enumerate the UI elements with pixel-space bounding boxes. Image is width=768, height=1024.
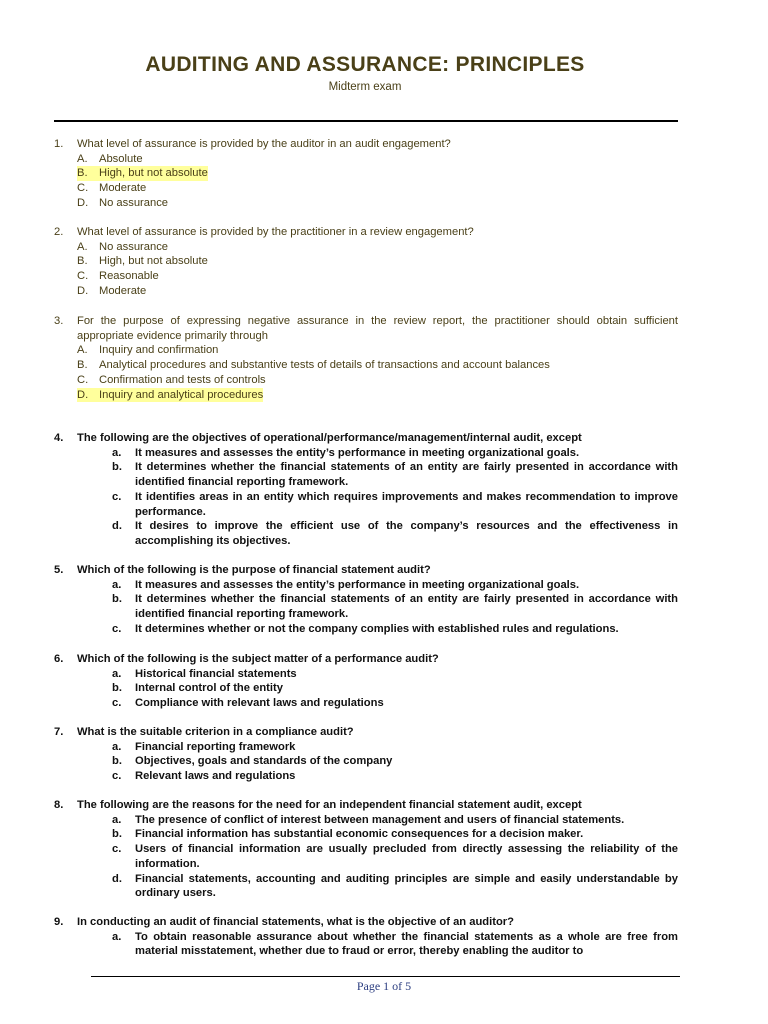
option-letter: A.	[77, 152, 88, 165]
answer-body	[77, 196, 678, 211]
option-letter: a.	[112, 813, 122, 826]
option-letter: a.	[112, 740, 122, 753]
answer-option	[54, 240, 678, 255]
option-text: Absolute	[99, 152, 143, 165]
option-text: Objectives, goals and standards of the company	[135, 755, 393, 768]
option-text: High, but not absolute	[99, 167, 208, 180]
answer-body	[77, 152, 678, 167]
option-letter: a.	[112, 667, 122, 680]
page-number: Page 1 of 5	[356, 979, 412, 993]
answer-option	[54, 254, 678, 269]
answer-body	[112, 667, 678, 682]
answer-option	[54, 592, 678, 621]
option-letter: c.	[112, 622, 122, 635]
option-letter: b.	[112, 593, 122, 606]
question-2	[54, 225, 678, 299]
answer-option	[54, 343, 678, 358]
answer-options	[54, 930, 678, 959]
answer-options	[54, 813, 678, 901]
option-letter: D.	[77, 284, 89, 297]
answer-option	[54, 667, 678, 682]
answer-option	[54, 269, 678, 284]
answer-body	[112, 872, 678, 901]
option-text: Historical financial statements	[135, 667, 297, 680]
question-stem	[54, 652, 678, 667]
answer-option	[54, 373, 678, 388]
answer-body	[77, 358, 678, 373]
option-text: Financial reporting framework	[135, 740, 296, 753]
footer-divider	[91, 976, 680, 977]
option-letter: d.	[112, 872, 122, 885]
question-8	[54, 798, 678, 901]
answer-options	[54, 152, 678, 211]
option-text: Confirmation and tests of controls	[99, 373, 266, 386]
option-letter: b.	[112, 755, 122, 768]
option-text: The presence of conflict of interest between management and users of financial statements.	[135, 813, 625, 826]
question-number: 3.	[54, 315, 64, 327]
option-text: Compliance with relevant laws and regulations	[135, 697, 384, 710]
option-letter: b.	[112, 461, 122, 474]
answer-body	[112, 446, 678, 461]
option-text: It desires to improve the efficient use of the company’s resources and the effectiveness in accomplishing its objectives.	[135, 520, 678, 547]
answer-body	[112, 460, 678, 489]
question-text: In conducting an audit of financial statements, what is the objective of an auditor?	[77, 916, 514, 928]
option-letter: D.	[77, 388, 89, 401]
answer-body	[112, 519, 678, 548]
question-stem	[54, 137, 678, 152]
question-text: The following are the reasons for the need for an independent financial statement audit, except	[77, 799, 582, 811]
question-stem	[54, 798, 678, 813]
option-text: It determines whether or not the company complies with established rules and regulations.	[135, 622, 619, 635]
option-letter: a.	[112, 578, 122, 591]
question-9	[54, 915, 678, 959]
question-4	[54, 431, 678, 549]
option-letter: a.	[112, 930, 122, 943]
answer-body	[77, 373, 678, 388]
option-letter: c.	[112, 770, 122, 783]
answer-body	[77, 181, 678, 196]
answer-option	[54, 842, 678, 871]
option-letter: b.	[112, 828, 122, 841]
answer-options	[54, 667, 678, 711]
option-text: It measures and assesses the entity’s performance in meeting organizational goals.	[135, 446, 580, 459]
option-text: Analytical procedures and substantive tests of details of transactions and account balances	[99, 359, 550, 372]
option-letter: C.	[77, 270, 89, 283]
question-number: 6.	[54, 653, 64, 665]
option-text: Moderate	[99, 182, 147, 195]
header-divider	[54, 120, 678, 122]
answer-options	[54, 578, 678, 637]
option-letter: A.	[77, 344, 88, 357]
question-text: The following are the objectives of operational/performance/management/internal audit, except	[77, 432, 582, 444]
option-text: Financial statements, accounting and auditing principles are simple and easily understandable by ordinary users.	[135, 872, 678, 900]
page-subtitle: Midterm exam	[328, 81, 402, 93]
answer-body	[112, 827, 678, 842]
question-stem	[54, 725, 678, 740]
option-text: No assurance	[99, 240, 169, 253]
answer-option	[54, 166, 678, 181]
answer-option	[54, 446, 678, 461]
option-letter: c.	[112, 490, 122, 503]
answer-body	[112, 696, 678, 711]
answer-option	[54, 181, 678, 196]
answer-option	[54, 460, 678, 489]
option-letter: c.	[112, 843, 122, 856]
answer-body	[77, 254, 678, 269]
option-text: High, but not absolute	[99, 255, 208, 268]
question-text: What level of assurance is provided by the auditor in an audit engagement?	[77, 138, 451, 150]
answer-body	[112, 813, 678, 828]
option-text: Reasonable	[99, 270, 159, 283]
question-number: 8.	[54, 799, 64, 811]
question-stem	[54, 431, 678, 446]
question-1	[54, 137, 678, 211]
answer-option	[54, 813, 678, 828]
question-stem	[54, 915, 678, 930]
option-letter: a.	[112, 446, 122, 459]
answer-option	[54, 519, 678, 548]
answer-body	[112, 930, 678, 959]
option-text: Internal control of the entity	[135, 682, 283, 695]
answer-option	[54, 152, 678, 167]
answer-option	[54, 754, 678, 769]
question-stem	[54, 563, 678, 578]
option-text: Users of financial information are usually precluded from directly assessing the reliability of the information.	[135, 843, 678, 870]
answer-option	[54, 196, 678, 211]
option-letter: A.	[77, 240, 88, 253]
option-text: Relevant laws and regulations	[135, 770, 296, 783]
option-letter: b.	[112, 682, 122, 695]
option-letter: c.	[112, 697, 122, 710]
option-text: It determines whether the financial statements of an entity are fairly presented in accordance with identified financial reporting framework.	[135, 461, 678, 489]
option-letter: D.	[77, 196, 89, 209]
option-text: Inquiry and analytical procedures	[99, 388, 264, 401]
option-text: Inquiry and confirmation	[99, 344, 219, 357]
question-number: 1.	[54, 138, 64, 150]
answer-option	[54, 622, 678, 637]
question-6	[54, 652, 678, 711]
page-title: AUDITING AND ASSURANCE: PRINCIPLES	[145, 53, 585, 76]
answer-options	[54, 240, 678, 299]
question-number: 5.	[54, 564, 64, 576]
question-number: 7.	[54, 726, 64, 738]
answer-option	[54, 388, 678, 403]
answer-option	[54, 740, 678, 755]
question-text: What level of assurance is provided by the practitioner in a review engagement?	[77, 226, 474, 238]
highlighted-answer	[77, 166, 208, 181]
answer-options	[54, 446, 678, 549]
answer-body	[112, 592, 678, 621]
question-text: Which of the following is the subject matter of a performance audit?	[77, 653, 439, 665]
option-text: It determines whether the financial statements of an entity are fairly presented in accordance with identified financial reporting framework.	[135, 593, 678, 621]
answer-option	[54, 769, 678, 784]
answer-body	[77, 240, 678, 255]
answer-option	[54, 827, 678, 842]
option-letter: B.	[77, 255, 88, 268]
option-letter: d.	[112, 520, 122, 533]
option-letter: B.	[77, 359, 88, 372]
question-7	[54, 725, 678, 784]
answer-option	[54, 696, 678, 711]
option-text: It identifies areas in an entity which requires improvements and makes recommendation to improve performance.	[135, 490, 678, 518]
answer-body	[77, 284, 678, 299]
option-text: No assurance	[99, 196, 169, 209]
highlighted-answer	[77, 388, 263, 403]
option-letter: B.	[77, 167, 88, 180]
question-text: What is the suitable criterion in a compliance audit?	[77, 726, 354, 738]
answer-body	[77, 269, 678, 284]
answer-body	[112, 578, 678, 593]
answer-body	[112, 490, 678, 519]
answer-options	[54, 740, 678, 784]
question-text: For the purpose of expressing negative assurance in the review report, the practitioner should obtain sufficient appropriate evidence primarily through	[77, 315, 678, 342]
answer-options	[54, 343, 678, 402]
answer-body	[112, 681, 678, 696]
question-5	[54, 563, 678, 637]
answer-option	[54, 930, 678, 959]
answer-body	[112, 769, 678, 784]
question-stem	[54, 314, 678, 343]
question-stem	[54, 225, 678, 240]
answer-body	[112, 740, 678, 755]
answer-body	[112, 842, 678, 871]
question-number: 2.	[54, 226, 64, 238]
option-text: Financial information has substantial economic consequences for a decision maker.	[135, 828, 584, 841]
question-number: 4.	[54, 432, 64, 444]
option-text: To obtain reasonable assurance about whether the financial statements as a whole are free from material misstatement, whether due to fraud or error, thereby enabling the auditor to	[135, 930, 678, 958]
option-letter: C.	[77, 373, 89, 386]
option-text: It measures and assesses the entity’s performance in meeting organizational goals.	[135, 578, 580, 591]
answer-option	[54, 681, 678, 696]
answer-option	[54, 284, 678, 299]
option-letter: C.	[77, 182, 89, 195]
answer-option	[54, 490, 678, 519]
answer-option	[54, 872, 678, 901]
answer-body	[77, 343, 678, 358]
question-number: 9.	[54, 916, 64, 928]
option-text: Moderate	[99, 284, 147, 297]
answer-body	[112, 622, 678, 637]
question-text: Which of the following is the purpose of financial statement audit?	[77, 564, 431, 576]
question-3	[54, 314, 678, 402]
answer-option	[54, 578, 678, 593]
answer-body	[112, 754, 678, 769]
answer-option	[54, 358, 678, 373]
